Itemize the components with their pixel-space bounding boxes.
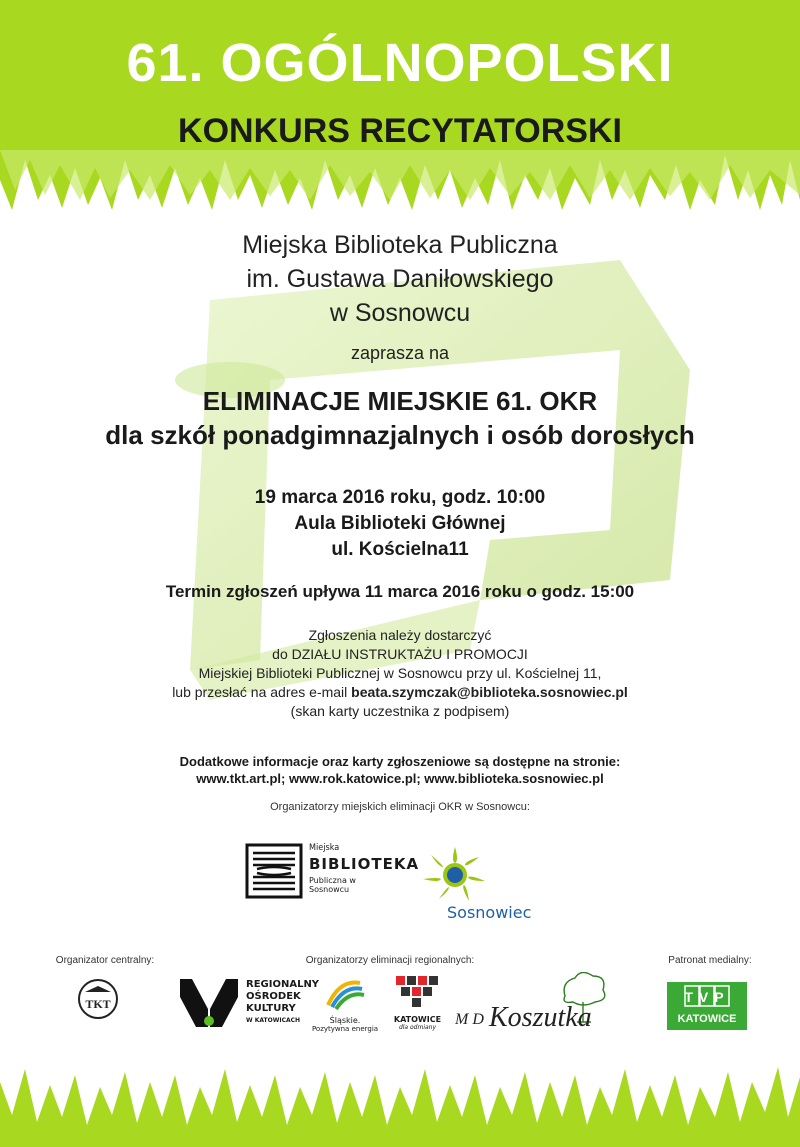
event-date: 19 marca 2016 roku, godz. 10:00 (254, 487, 546, 508)
submission-line-1: Zgłoszenia należy dostarczyć (308, 627, 492, 643)
footer-grass-band (0, 1047, 800, 1147)
tvp-katowice-text: KATOWICE (677, 1013, 737, 1025)
sosnowiec-wordmark: Sosnowiec (447, 903, 532, 922)
slaskie-waves-icon (310, 975, 380, 1011)
mdk-koszutka-logo (455, 972, 620, 1034)
invite-text: zaprasza na (350, 343, 450, 363)
submission-line-3: Miejskiej Biblioteki Publicznej w Sosnowcu przy ul. Kościelnej 11, (198, 665, 602, 681)
info-line-1: Dodatkowe informacje oraz karty zgłoszeniowe są dostępne na stronie: (179, 754, 621, 769)
event-address: ul. Kościelna11 (331, 539, 469, 560)
organizer-line-3: w Sosnowcu (329, 299, 471, 327)
organizers-label: Organizatorzy miejskich eliminacji OKR w Sosnowcu: (270, 801, 530, 813)
slaskie-text-1: Śląskie. (329, 1016, 361, 1025)
sosnowiec-city-logo (403, 845, 533, 925)
rok-emblem-icon (178, 977, 240, 1029)
submission-email-prefix: lub przesłać na adres e-mail (172, 684, 352, 700)
tvp-katowice-logo (667, 982, 747, 1030)
rok-text-4: W KATOWICACH (246, 1017, 301, 1024)
mbp-text-1: Miejska (309, 843, 340, 853)
slaskie-text-2: Pozytywna energia (311, 1025, 379, 1033)
rok-text-2: OŚRODEK (246, 991, 301, 1002)
info-websites[interactable]: www.tkt.art.pl; www.rok.katowice.pl; www.biblioteka.sosnowiec.pl (196, 771, 604, 786)
organizer-line-1: Miejska Biblioteka Publiczna (242, 231, 558, 259)
katowice-text-2: dla odmiany (398, 1024, 437, 1031)
katowice-mosaic-icon (390, 972, 445, 1010)
mbp-text-3: Publiczna w Sosnowcu (309, 876, 356, 894)
tkt-emblem-icon (77, 978, 119, 1020)
event-subtitle: dla szkół ponadgimnazjalnych i osób dorosłych (105, 420, 695, 450)
mdk-tree-icon (455, 972, 620, 1034)
rok-text-1: REGIONALNY (246, 979, 320, 990)
sosnowiec-sun-icon (403, 845, 533, 905)
event-title: ELIMINACJE MIEJSKIE 61. OKR (202, 386, 598, 416)
submission-email[interactable]: beata.szymczak@biblioteka.sosnowiec.pl (351, 684, 628, 700)
rok-katowice-logo (178, 977, 320, 1029)
registration-deadline: Termin zgłoszeń upływa 11 marca 2016 roku o godz. 15:00 (165, 582, 635, 601)
poster-subtitle: KONKURS RECYTATORSKI (178, 112, 622, 150)
mbp-book-icon (245, 843, 303, 899)
tkt-text: TKT (85, 997, 111, 1011)
organizer-line-2: im. Gustawa Daniłowskiego (246, 265, 554, 293)
mdk-name: Koszutka (489, 1002, 592, 1033)
central-organizer-label: Organizator centralny: (55, 955, 155, 966)
event-venue: Aula Biblioteki Głównej (294, 513, 506, 534)
mbp-text-2: BIBLIOTEKA (309, 855, 420, 873)
media-patronage-label: Patronat medialny: (668, 955, 752, 966)
mdk-prefix: M D (455, 1011, 484, 1028)
katowice-text-1: KATOWICE (393, 1015, 442, 1024)
tvp-emblem-icon (667, 982, 747, 1030)
slaskie-logo (310, 975, 380, 1033)
poster-title: 61. OGÓLNOPOLSKI (126, 33, 674, 93)
katowice-city-logo (390, 972, 445, 1030)
mbp-sosnowiec-logo (245, 843, 420, 899)
tvp-text: TVP (684, 989, 730, 1005)
submission-line-2: do DZIAŁU INSTRUKTAŻU I PROMOCJI (272, 646, 528, 662)
regional-organizers-label: Organizatorzy eliminacji regionalnych: (305, 955, 475, 966)
submission-line-4 (0, 683, 800, 702)
rok-text-3: KULTURY (246, 1003, 296, 1014)
tkt-logo (77, 978, 119, 1020)
submission-line-5: (skan karty uczestnika z podpisem) (290, 703, 510, 719)
